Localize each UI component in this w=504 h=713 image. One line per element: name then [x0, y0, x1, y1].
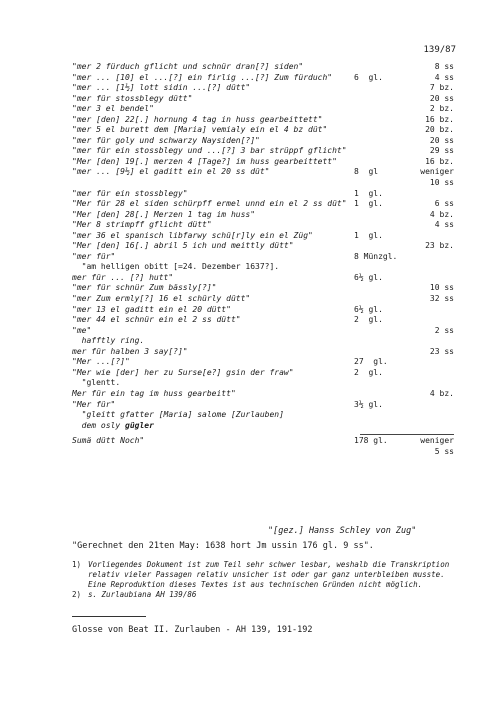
- ledger-row: [72, 410, 454, 421]
- ledger-rows: [72, 62, 454, 421]
- entry-text: "mer 36 el spanisch libfarwy schü[r]ly ein el Züg": [72, 230, 313, 240]
- ledger-row: [72, 283, 454, 294]
- ledger-row: [72, 178, 454, 189]
- ledger-row: [72, 220, 454, 231]
- footer-rule: [72, 616, 146, 617]
- entry-text: "mer [den] 22[.] hornung 4 tag in huss gearbeittett": [72, 114, 323, 124]
- entry-text: "mer 2 fürduch gflicht und schnür dran[?] siden": [72, 62, 304, 71]
- entry-amount: [404, 252, 454, 263]
- ledger-row: [72, 336, 454, 347]
- entry-amount: [404, 231, 454, 242]
- entry-text: "mer für stossblegy dütt": [72, 93, 193, 103]
- ledger-row: [72, 73, 454, 84]
- entry-text: mer für halben 3 say[?]": [72, 346, 188, 356]
- entry-gulden: [354, 294, 404, 305]
- entry-gulden: [354, 283, 404, 294]
- entry-gulden: 6 gl.: [354, 72, 383, 82]
- entry-gulden: [354, 115, 404, 126]
- entry-gulden: 6½ gl.: [354, 272, 383, 282]
- entry-text: hafftly ring.: [72, 336, 145, 346]
- footnote-text: Vorliegendes Dokument ist zum Teil sehr schwer lesbar, weshalb die Transkription relativ vieler Passagen relativ unsicher ist oder gar ganz unterbleiben musste. Eine Reproduktion dieses Textes ist aus technischen Gründen nicht möglich.: [88, 560, 450, 589]
- entry-gulden: 8 Münzgl.: [354, 251, 398, 261]
- ledger-row: [72, 83, 454, 94]
- entry-gulden: [354, 83, 404, 94]
- ledger-row: [72, 231, 454, 242]
- computed-total: "Gerechnet den 21ten May: 1638 hort Jm ussin 176 gl. 9 ss".: [72, 541, 374, 551]
- ledger-row: [72, 347, 454, 358]
- sum-label: Sumä dütt Noch": [72, 436, 145, 446]
- entry-text: "Mer 8 strimpff gflicht dütt": [72, 220, 212, 230]
- entry-text: "mer für goly und schwarzy Naysiden[?]": [72, 135, 260, 145]
- footer-citation: Glosse von Beat II. Zurlauben - AH 139, 191-192: [72, 625, 313, 635]
- entry-amount: 20 ss: [429, 93, 454, 103]
- entry-text: "me": [72, 325, 92, 335]
- entry-text: mer für ... [?] hutt": [72, 272, 174, 282]
- entry-gulden: 2 gl.: [354, 315, 383, 325]
- ledger-row: [72, 136, 454, 147]
- entry-gulden: 8 gl: [354, 167, 379, 177]
- entry-text: "gleitt gfatter [Maria] salome [Zurlauben]: [72, 410, 284, 420]
- entry-amount: 23 ss: [429, 346, 454, 356]
- entry-text: "Mer [den] 28[.] Merzen 1 tag im huss": [72, 209, 256, 219]
- ledger-row-last: [72, 421, 454, 432]
- ledger-row: [72, 157, 454, 168]
- entry-amount: [404, 305, 454, 316]
- sum-extra-row: [72, 447, 454, 458]
- entry-amount: 6 ss: [434, 199, 454, 209]
- entry-amount: 32 ss: [429, 294, 454, 304]
- ledger-row: [72, 94, 454, 105]
- entry-amount: 29 ss: [429, 146, 454, 156]
- entry-text: "Mer für 28 el siden schürpff ermel unnd ein el 2 ss düt": [72, 199, 347, 209]
- entry-gulden: [354, 136, 404, 147]
- sum-rule: [360, 434, 454, 435]
- entry-amount: weniger: [420, 167, 454, 177]
- ledger-row: [72, 294, 454, 305]
- entry-amount: 4 bz.: [429, 209, 454, 219]
- entry-amount: [404, 315, 454, 326]
- ledger-row: [72, 262, 454, 273]
- entry-text: "mer 44 el schnür ein el 2 ss dütt": [72, 315, 241, 325]
- ledger-row: [72, 62, 454, 73]
- footnote-number: 1): [72, 560, 82, 569]
- entry-text: "mer 13 el gaditt ein el 20 dütt": [72, 304, 231, 314]
- footnotes: [72, 560, 454, 600]
- entry-gulden: [354, 241, 404, 252]
- entry-gulden: 1 gl.: [354, 188, 383, 198]
- ledger-row: [72, 357, 454, 368]
- entry-amount: [404, 368, 454, 379]
- entry-amount: 4 bz.: [429, 388, 454, 398]
- entry-gulden: [354, 62, 404, 73]
- entry-text: "Mer für": [72, 399, 116, 409]
- ledger-row: [72, 125, 454, 136]
- entry-gulden: [354, 178, 404, 189]
- entry-gulden: 27 gl.: [354, 357, 388, 367]
- entry-text: "mer 3 el bendel": [72, 104, 154, 114]
- ledger-row: [72, 210, 454, 221]
- entry-text: "mer 5 el burett dem [Maria] vemialy ein el 4 bz düt": [72, 125, 328, 135]
- entry-amount: 2 bz.: [429, 104, 454, 114]
- entry-text: "mer ... [10] el ...[?] ein firlig ...[?] Zum fürduch": [72, 72, 333, 82]
- entry-gulden: [354, 347, 404, 358]
- entry-gulden: [354, 146, 404, 157]
- entry-amount: 8 ss: [434, 62, 454, 71]
- ledger-row: [72, 146, 454, 157]
- entry-text: "Mer ...[?]": [72, 357, 130, 367]
- entry-amount: 4 ss: [434, 220, 454, 230]
- entry-gulden: 3½ gl.: [354, 399, 383, 409]
- entry-text: "mer für schnür Zum bässly[?]": [72, 283, 217, 293]
- ledger-row: [72, 104, 454, 115]
- ledger-row: [72, 189, 454, 200]
- entry-text: Mer für ein tag im huss gearbeitt": [72, 388, 236, 398]
- entry-gulden: [354, 94, 404, 105]
- entry-text: "mer für": [72, 251, 116, 261]
- ledger-row: [72, 389, 454, 400]
- entry-gulden: [354, 157, 404, 168]
- entry-text: "glentt.: [72, 378, 121, 388]
- ledger-row: [72, 252, 454, 263]
- ledger-row: [72, 199, 454, 210]
- entry-amount: [404, 357, 454, 368]
- ledger-row: [72, 305, 454, 316]
- entry-amount: 4 ss: [434, 72, 454, 82]
- entry-gulden: 1 gl.: [354, 230, 383, 240]
- entry-amount: 10 ss: [429, 283, 454, 293]
- ledger-row: [72, 315, 454, 326]
- entry-amount: 7 bz.: [429, 83, 454, 93]
- sum-row: [72, 436, 454, 447]
- entry-text: "Mer [den] 19[.] merzen 4 [Tage?] im huss gearbeittett": [72, 156, 337, 166]
- footnote: [72, 560, 454, 590]
- entry-amount: [404, 189, 454, 200]
- account-ledger: [72, 62, 454, 457]
- ledger-row: [72, 378, 454, 389]
- footnote: [72, 590, 454, 600]
- entry-gulden: [354, 104, 404, 115]
- footnote-number: 2): [72, 590, 82, 599]
- signature: "[gez.] Hanss Schley von Zug": [268, 526, 417, 536]
- entry-amount: 20 ss: [429, 135, 454, 145]
- entry-text: "Mer [den] 16[.] abril 5 ich und meittly dütt": [72, 241, 294, 251]
- entry-amount: [404, 273, 454, 284]
- ledger-row: [72, 400, 454, 411]
- entry-gulden: 1 gl.: [354, 199, 383, 209]
- entry-amount: 16 bz.: [425, 156, 454, 166]
- sum-gl: 178 gl.: [354, 436, 388, 446]
- entry-amount: 10 ss: [429, 178, 454, 188]
- entry-text: "Mer wie [der] her zu Surse[e?] gsin der fraw": [72, 367, 294, 377]
- entry-gulden: [354, 125, 404, 136]
- ledger-row: [72, 167, 454, 178]
- ledger-row: [72, 326, 454, 337]
- entry-gulden: [354, 389, 404, 400]
- entry-text: "mer Zum ermly[?] 16 el schürly dütt": [72, 294, 251, 304]
- last-row-text: dem osly: [72, 420, 121, 430]
- last-row-bold: gügler: [125, 420, 154, 430]
- entry-gulden: 6½ gl.: [354, 304, 383, 314]
- entry-gulden: [354, 210, 404, 221]
- sum-ss: weniger: [420, 436, 454, 446]
- footnote-text: s. Zurlaubiana AH 139/86: [88, 590, 197, 599]
- entry-gulden: [354, 220, 404, 231]
- entry-gulden: 2 gl.: [354, 367, 383, 377]
- ledger-row: [72, 273, 454, 284]
- ledger-row: [72, 368, 454, 379]
- ledger-row: [72, 241, 454, 252]
- sum-extra: 5 ss: [434, 446, 454, 456]
- entry-text: "am helligen obitt [=24. Dezember 1637?].: [72, 262, 280, 272]
- entry-amount: [404, 400, 454, 411]
- entry-gulden: [354, 326, 404, 337]
- entry-text: "mer ... [9½] el gaditt ein el 20 ss düt": [72, 167, 270, 177]
- entry-amount: 16 bz.: [425, 114, 454, 124]
- ledger-row: [72, 115, 454, 126]
- entry-amount: 2 ss: [434, 325, 454, 335]
- entry-text: "mer für ein stossblegy": [72, 188, 188, 198]
- entry-text: "mer für ein stossblegy und ...[?] 3 bar strüppf gflicht": [72, 146, 347, 156]
- entry-amount: 23 bz.: [425, 241, 454, 251]
- entry-amount: 20 bz.: [425, 125, 454, 135]
- entry-text: "mer ... [1½] lott sidin ...[?] dütt": [72, 83, 251, 93]
- page-number: 139/87: [423, 45, 456, 55]
